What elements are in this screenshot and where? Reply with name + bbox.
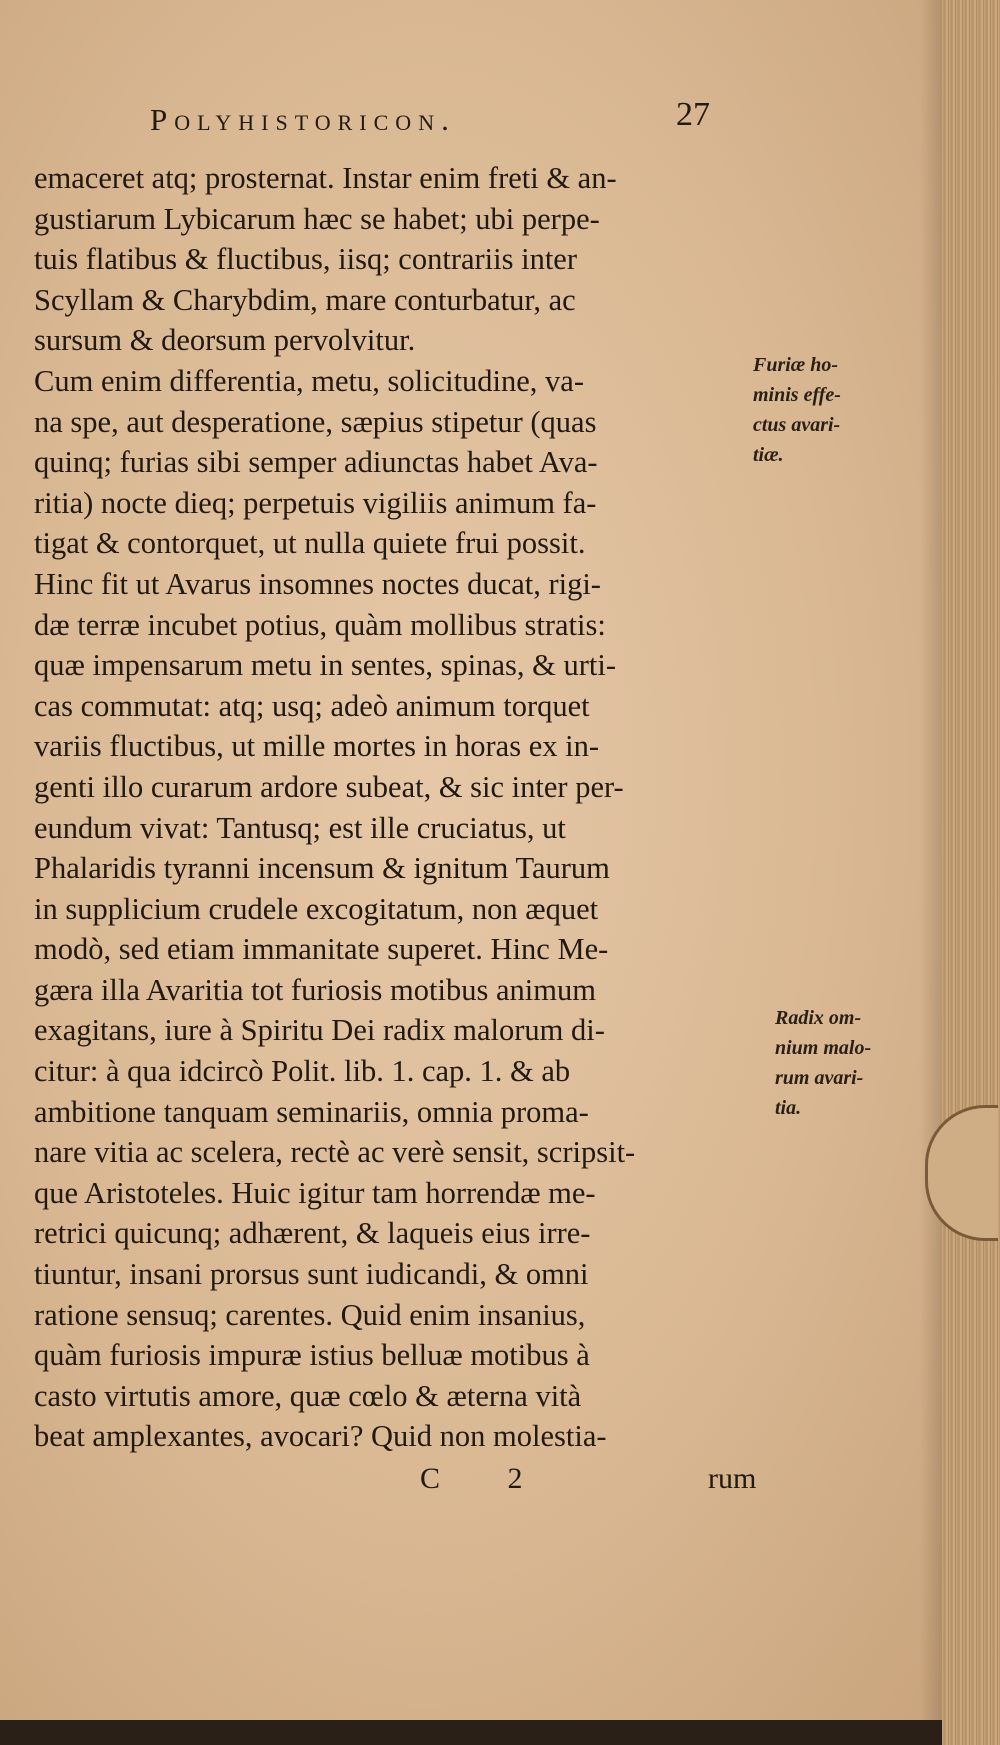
text-line: quinq; furias sibi semper adiunctas habet Ava-	[34, 445, 598, 480]
text-line: emaceret atq; prosternat. Instar enim freti & an-	[34, 161, 617, 195]
page-footer	[0, 1462, 800, 1512]
text-line: eundum vivat: Tantusq; est ille cruciatus, ut	[34, 810, 566, 845]
text-line: cas commutat: atq; usq; adeò animum torquet	[34, 688, 590, 723]
margin-note-radix	[775, 1003, 915, 1123]
margin-note-line: nium malo-	[775, 1037, 872, 1059]
catchword: rum	[708, 1462, 757, 1495]
text-line: tigat & contorquet, ut nulla quiete frui possit.	[34, 526, 586, 561]
text-line: genti illo curarum ardore subeat, & sic inter per-	[34, 769, 624, 804]
margin-note-line: Radix om-	[775, 1007, 862, 1029]
text-line: variis fluctibus, ut mille mortes in horas ex in-	[34, 729, 599, 764]
page-header	[150, 96, 710, 144]
margin-note-line: rum avari-	[775, 1067, 864, 1089]
margin-note-line: minis effe-	[753, 384, 841, 406]
text-line: tiuntur, insani prorsus sunt iudicandi, & omni	[34, 1257, 589, 1292]
text-line: dæ terræ incubet potius, quàm mollibus stratis:	[34, 607, 606, 642]
running-title: Polyhistoricon.	[150, 102, 456, 137]
text-line: Phalaridis tyranni incensum & ignitum Taurum	[34, 851, 610, 886]
book-fore-edge	[942, 0, 1000, 1745]
text-line: citur: à qua idcircò Polit. lib. 1. cap. 1. & ab	[34, 1054, 571, 1089]
margin-note-line: ctus avari-	[753, 414, 841, 436]
text-line: in supplicium crudele excogitatum, non æquet	[34, 891, 599, 926]
text-line: exagitans, iure à Spiritu Dei radix malorum di-	[34, 1013, 605, 1048]
text-line: sursum & deorsum pervolvitur.	[34, 323, 416, 358]
text-line: gustiarum Lybicarum hæc se habet; ubi perpe-	[34, 201, 600, 236]
text-line: quæ impensarum metu in sentes, spinas, & urti-	[34, 648, 616, 683]
text-line: tuis flatibus & fluctibus, iisq; contrariis inter	[34, 242, 577, 277]
text-line: nare vitia ac scelera, rectè ac verè sensit, scripsit-	[34, 1135, 636, 1170]
text-line: na spe, aut desperatione, sæpius stipetur (quas	[34, 404, 597, 439]
margin-note-line: tiæ.	[753, 444, 784, 466]
text-line: ratione sensuq; carentes. Quid enim insanius,	[34, 1297, 586, 1332]
text-line: modò, sed etiam immanitate superet. Hinc Me-	[34, 932, 609, 967]
text-line: Scyllam & Charybdim, mare conturbatur, ac	[34, 282, 576, 317]
margin-note-furiae	[753, 350, 893, 470]
body-text	[34, 158, 764, 1457]
text-line: retrici quicunq; adhærent, & laqueis eius irre-	[34, 1216, 591, 1251]
page-number: 27	[676, 96, 710, 133]
signature-mark: C 2	[420, 1462, 553, 1495]
text-line: quàm furiosis impuræ istius belluæ motibus à	[34, 1338, 590, 1373]
text-line: beat amplexantes, avocari? Quid non molestia-	[34, 1419, 607, 1454]
text-line: casto virtutis amore, quæ cœlo & æterna vità	[34, 1378, 582, 1413]
text-line: ritia) nocte dieq; perpetuis vigiliis animum fa-	[34, 485, 597, 520]
margin-note-line: tia.	[775, 1097, 802, 1119]
text-line: Cum enim differentia, metu, solicitudine, va-	[34, 363, 584, 398]
text-line: gæra illa Avaritia tot furiosis motibus animum	[34, 972, 596, 1007]
text-line: que Aristoteles. Huic igitur tam horrendæ me-	[34, 1175, 596, 1210]
text-line: ambitione tanquam seminariis, omnia proma-	[34, 1094, 589, 1129]
text-line: Hinc fit ut Avarus insomnes noctes ducat, rigi-	[34, 566, 601, 601]
margin-note-line: Furiæ ho-	[753, 354, 839, 376]
